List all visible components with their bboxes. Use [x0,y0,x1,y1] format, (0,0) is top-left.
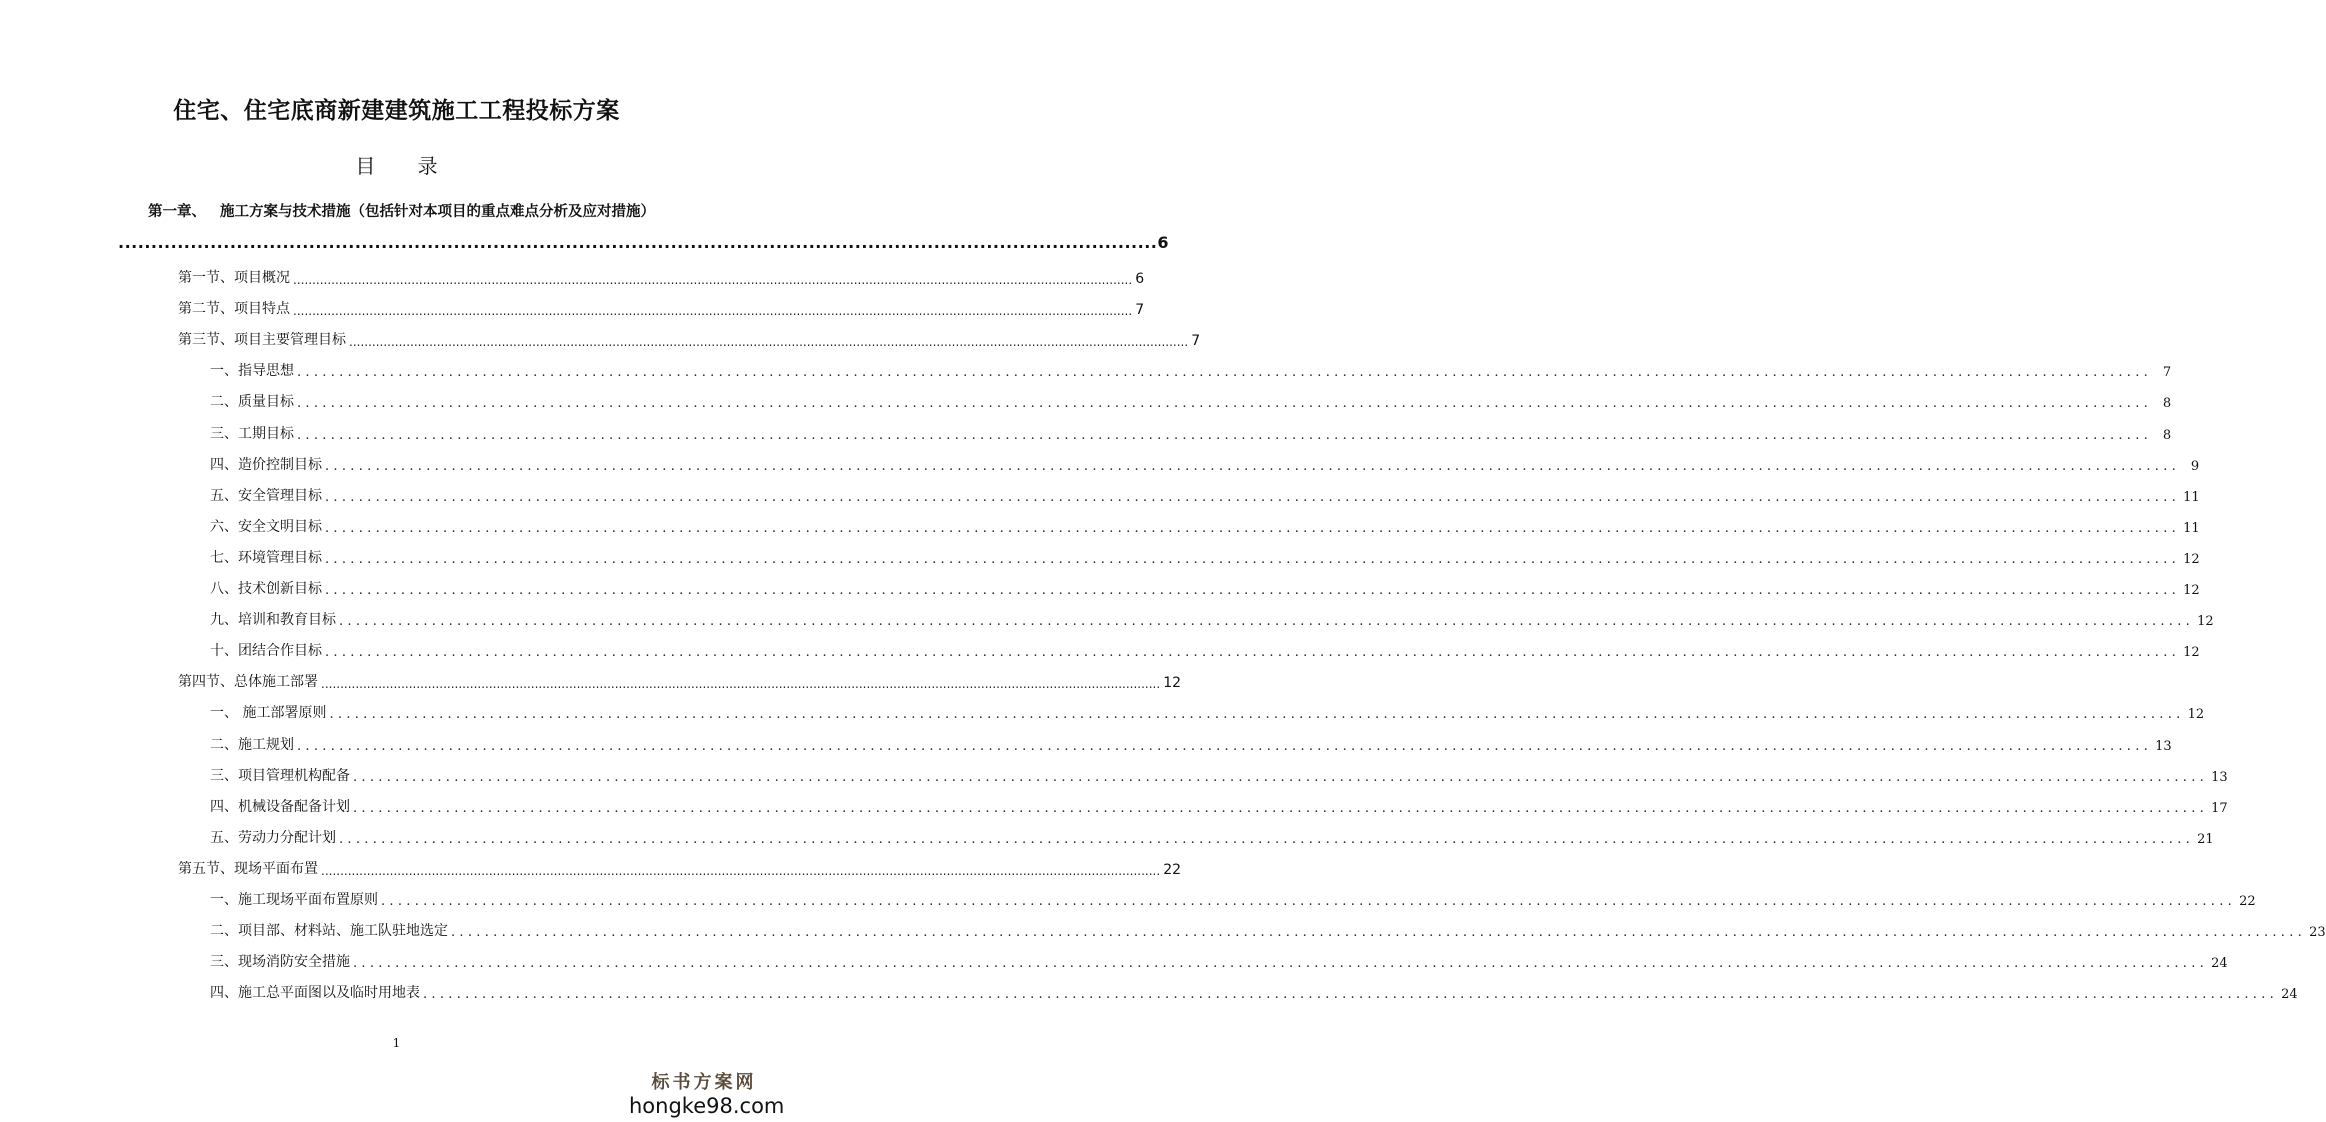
toc-entry-page-number: 8 [2162,396,2172,412]
toc-entry-label: 八、技术创新目标 [210,581,322,597]
toc-entry-page-number: 8 [2162,427,2172,443]
toc-entry-label: 一、 施工部署原则 [210,705,327,722]
dot-leader: ............................................................................................................................................................................................................................ [339,614,2195,630]
toc-entry-page-number: 7 [1135,302,1145,319]
toc-item-entry[interactable] [210,980,2298,1003]
toc-entry-page-number: 6 [1135,271,1145,287]
toc-entry-label: 六、安全文明目标 [210,518,322,535]
dot-leader: ............................................................................................................................................................................................................................ [353,956,2209,972]
toc-item-entry[interactable] [210,576,2200,598]
toc-section-entry[interactable] [178,265,1145,287]
toc-item-entry[interactable] [210,607,2214,630]
toc-entry-page-number: 11 [2183,489,2200,505]
toc-entry-page-number: 23 [2309,925,2326,941]
toc-entry-label: 二、质量目标 [210,394,294,411]
toc-item-entry[interactable] [210,700,2205,723]
dot-leader: ............................................................................................................................................................................................................................ [321,863,1161,878]
toc-entry-label: 一、施工现场平面布置原则 [210,892,378,908]
chapter-number: 第一章、 [148,204,206,220]
toc-entry-page-number: 21 [2197,831,2214,847]
toc-entry-page-number: 12 [2183,645,2200,661]
document-title: 住宅、住宅底商新建建筑施工工程投标方案 [173,98,620,124]
toc-item-entry[interactable] [210,452,2200,474]
dot-leader: ............................................................................................................................................................................................................................ [325,458,2181,474]
dot-leader: ............................................................................................................................................................................................................................ [325,520,2181,536]
toc-entry-label: 二、施工规划 [210,736,294,753]
dot-leader: ............................................................................................................................................................................................................................ [325,551,2181,567]
toc-item-entry[interactable] [210,825,2214,847]
toc-item-entry[interactable] [210,514,2200,536]
dot-leader: ............................................................................................................................................................................................................................ [297,427,2153,443]
toc-item-entry[interactable] [210,389,2172,412]
toc-entry-page-number: 17 [2211,800,2228,816]
toc-item-entry[interactable] [210,358,2172,381]
dot-leader: ............................................................................................................................................................................................................................ [349,335,1189,350]
dot-leader: ............................................................................................................................................................................................................................ [423,987,2279,1003]
toc-item-entry[interactable] [210,763,2228,785]
dot-leader: ............................................................................................................................................................................................................................ [339,831,2195,847]
toc-entry-page-number: 12 [2183,583,2200,598]
toc-section-entry[interactable] [178,856,1182,878]
toc-entry-label: 三、项目管理机构配备 [210,767,350,784]
dot-leader: ............................................................................................................................................................................................................................ [353,769,2209,785]
toc-chapter-heading[interactable] [148,200,708,221]
dot-leader: ............................................................................................................................................................................................................................ [381,894,2237,909]
toc-entry-page-number: 7 [1191,333,1201,350]
watermark-url: hongke98.com [629,1094,785,1118]
toc-entry-page-number: 12 [2187,707,2205,723]
chapter-title: 施工方案与技术措施（包括针对本项目的重点难点分析及应对措施） [220,204,655,220]
chapter-page-number: 6 [1157,233,1169,252]
toc-entry-page-number: 7 [2162,365,2172,381]
toc-entry-page-number: 24 [2211,956,2228,972]
dot-leader: ............................................................................................................................................................................................................................ [329,707,2185,723]
toc-entry-page-number: 9 [2190,458,2200,474]
toc-section-entry[interactable] [178,669,1182,692]
toc-entry-page-number: 22 [2239,894,2256,909]
toc-item-entry[interactable] [210,949,2228,972]
toc-section-entry[interactable] [178,327,1201,350]
dot-leader: ............................................................................................................................................................................................................................ [353,800,2209,816]
toc-item-entry[interactable] [210,545,2200,567]
watermark-name: 标书方案网 [651,1072,757,1093]
toc-entry-label: 九、培训和教育目标 [210,612,336,629]
toc-entry-page-number: 12 [2183,551,2200,567]
toc-entry-label: 一、指导思想 [210,363,294,380]
dot-leader: .............................................................................................................................................................. [118,233,1158,252]
toc-entry-label: 二、项目部、材料站、施工队驻地选定 [210,923,448,940]
toc-entry-label: 四、施工总平面图以及临时用地表 [210,985,420,1002]
toc-entry-page-number: 13 [2211,769,2228,785]
toc-item-entry[interactable] [210,794,2228,816]
dot-leader: ............................................................................................................................................................................................................................ [325,583,2181,598]
dot-leader: ............................................................................................................................................................................................................................ [321,677,1161,692]
page-number: 1 [392,1036,401,1050]
toc-item-entry[interactable] [210,732,2172,754]
dot-leader: ............................................................................................................................................................................................................................ [451,925,2307,941]
toc-item-entry[interactable] [210,483,2200,505]
toc-entry-label: 第二节、项目特点 [178,301,290,318]
toc-entry-label: 第一节、项目概况 [178,270,290,286]
toc-entry-label: 五、安全管理目标 [210,487,322,504]
toc-item-entry[interactable] [210,638,2200,661]
toc-entry-label: 三、工期目标 [210,425,294,442]
toc-entry-label: 第四节、总体施工部署 [178,674,318,691]
toc-heading: 目 录 [355,154,456,178]
dot-leader: ............................................................................................................................................................................................................................ [325,645,2181,661]
toc-chapter-leader[interactable] [118,228,1169,252]
dot-leader: ............................................................................................................................................................................................................................ [293,273,1133,287]
toc-item-entry[interactable] [210,887,2256,909]
toc-entry-page-number: 11 [2183,520,2200,536]
toc-entry-page-number: 12 [1163,675,1182,692]
toc-entry-page-number: 12 [2197,614,2214,630]
dot-leader: ............................................................................................................................................................................................................................ [293,304,1133,319]
toc-entry-label: 七、环境管理目标 [210,549,322,566]
dot-leader: ............................................................................................................................................................................................................................ [325,489,2181,505]
toc-entry-label: 五、劳动力分配计划 [210,829,336,846]
toc-entry-label: 四、机械设备配备计划 [210,798,350,815]
toc-entry-label: 四、造价控制目标 [210,456,322,473]
toc-entry-label: 三、现场消防安全措施 [210,954,350,971]
toc-entry-page-number: 22 [1163,861,1182,878]
toc-entry-page-number: 24 [2281,987,2298,1003]
dot-leader: ............................................................................................................................................................................................................................ [297,738,2153,754]
toc-item-entry[interactable] [210,918,2326,941]
dot-leader: ............................................................................................................................................................................................................................ [297,396,2153,412]
toc-entry-label: 十、团结合作目标 [210,643,322,660]
dot-leader: ............................................................................................................................................................................................................................ [297,365,2153,381]
toc-entry-label: 第三节、项目主要管理目标 [178,332,346,349]
toc-item-entry[interactable] [210,421,2172,443]
toc-entry-label: 第五节、现场平面布置 [178,860,318,877]
toc-section-entry[interactable] [178,296,1145,319]
watermark [629,1068,785,1118]
toc-entry-page-number: 13 [2155,738,2172,754]
